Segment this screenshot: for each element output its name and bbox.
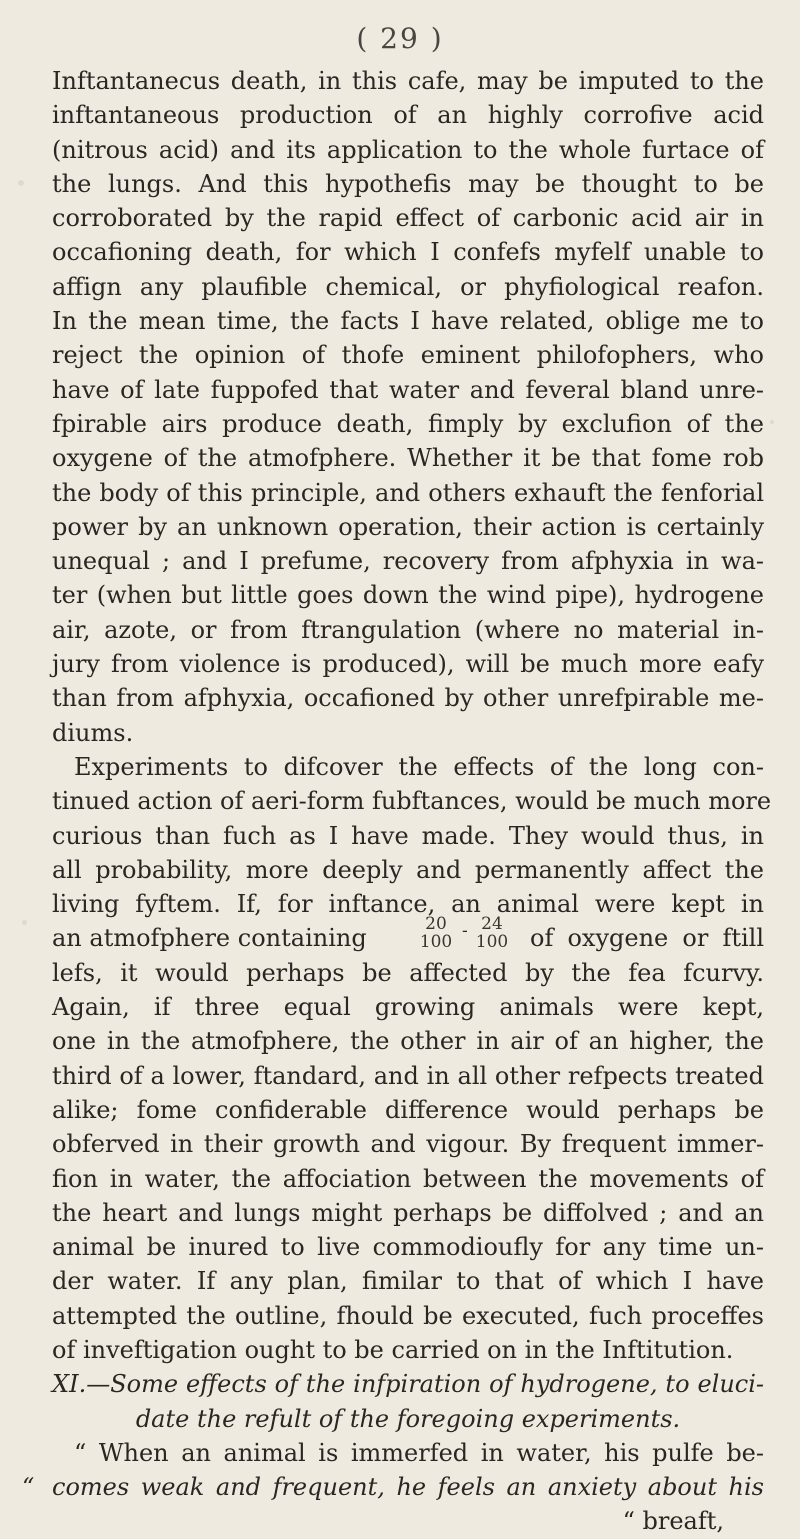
- text-line: alike; fome confiderable difference would perhaps be: [52, 1095, 764, 1124]
- text-line: fion in water, the affociation between the movements of: [52, 1164, 764, 1193]
- text-line: curious than fuch as I have made. They would thus, in: [52, 821, 764, 850]
- fraction-two-numerator: 24: [481, 914, 503, 935]
- fraction-one-numerator: 20: [425, 914, 447, 935]
- text-line: fpirable airs produce death, fimply by exclufion of the: [52, 409, 764, 438]
- text-line: air, azote, or from ftrangulation (where no material in-: [52, 615, 764, 644]
- body-text: [22, 64, 772, 1539]
- text-line: living fyftem. If, for inftance, an animal were kept in: [52, 890, 764, 919]
- text-line: der water. If any plan, fimilar to that of which I have: [52, 1267, 764, 1296]
- fraction-line-after: of oxygene or ftill: [530, 924, 764, 953]
- text-line: the heart and lungs might perhaps be diffolved ; and an: [52, 1198, 764, 1227]
- paper-spot: [22, 920, 27, 925]
- paper-spot: [18, 180, 24, 186]
- section-heading-line-1: XI.—Some effects of the infpiration of hydrogene, to eluci-: [52, 1370, 764, 1399]
- fraction-one-denominator: 100: [419, 932, 453, 953]
- quote-line-2-text: comes weak and frequent, he feels an anxiety about his: [52, 1473, 764, 1502]
- text-line: Inftantanecus death, in this cafe, may be imputed to the: [52, 67, 764, 95]
- quote-line-2: [22, 1470, 764, 1504]
- text-line: attempted the outline, fhould be executed, fuch proceffes: [52, 1301, 764, 1330]
- text-line: In the mean time, the facts I have related, oblige me to: [52, 307, 764, 336]
- text-line: ter (when but little goes down the wind pipe), hydrogene: [52, 581, 764, 610]
- text-line: diums.: [52, 718, 134, 747]
- text-line: inftantaneous production of an highly corrofive acid: [52, 101, 764, 130]
- text-line: tinued action of aeri-form fubftances, would be much more: [52, 787, 772, 816]
- text-line: jury from violence is produced), will be much more eafy: [52, 650, 764, 679]
- section-heading-line-2: date the refult of the foregoing experiments.: [135, 1404, 681, 1433]
- page-number: ( 29 ): [356, 22, 444, 55]
- text-line: corroborated by the rapid effect of carbonic acid air in: [52, 204, 764, 233]
- text-line: obferved in their growth and vigour. By frequent immer-: [52, 1130, 764, 1159]
- text-line: all probability, more deeply and permanently affect the: [52, 855, 764, 884]
- text-line: one in the atmofphere, the other in air of an higher, the: [52, 1027, 764, 1056]
- fraction-one: [414, 915, 458, 951]
- text-line: of inveftigation ought to be carried on in the Inftitution.: [52, 1335, 734, 1364]
- fraction-line-before: an atmofphere containing: [52, 924, 367, 953]
- quote-line-1: “ When an animal is immerfed in water, his pulfe be-: [74, 1438, 764, 1467]
- text-line: the body of this principle, and others exhauft the fenforial: [52, 478, 764, 507]
- fraction-line: [52, 914, 764, 955]
- text-line: occafioning death, for which I confefs myfelf unable to: [52, 238, 764, 267]
- text-line: unequal ; and I prefume, recovery from afphyxia in wa-: [52, 547, 764, 576]
- paper-spot: [770, 420, 774, 424]
- quote-line-3: “ breaft,: [622, 1507, 724, 1536]
- fraction-two: [470, 915, 514, 951]
- text-line: third of a lower, ftandard, and in all other refpects treated: [52, 1061, 764, 1090]
- fraction-dash: -: [462, 921, 468, 942]
- text-line: affign any plaufible chemical, or phyfiological reafon.: [52, 272, 764, 301]
- text-line: reject the opinion of thofe eminent philofophers, who: [52, 341, 764, 370]
- text-line: than from afphyxia, occafioned by other unrefpirable me-: [52, 684, 764, 713]
- text-line: the lungs. And this hypothefis may be thought to be: [52, 169, 764, 198]
- text-line: Experiments to difcover the effects of the long con-: [74, 752, 764, 781]
- quote-mark: “: [22, 1473, 35, 1502]
- text-line: power by an unknown operation, their action is certainly: [52, 512, 764, 541]
- text-line: animal be inured to live commodioufly for any time un-: [52, 1233, 764, 1262]
- text-line: Again, if three equal growing animals were kept,: [52, 993, 764, 1022]
- text-line: (nitrous acid) and its application to the whole furtace of: [52, 135, 764, 164]
- text-line: lefs, it would perhaps be affected by the fea fcurvy.: [52, 958, 764, 987]
- fraction-two-denominator: 100: [475, 932, 509, 953]
- text-line: oxygene of the atmofphere. Whether it be that fome rob: [52, 444, 764, 473]
- text-line: have of late fuppofed that water and feveral bland unre-: [52, 375, 764, 404]
